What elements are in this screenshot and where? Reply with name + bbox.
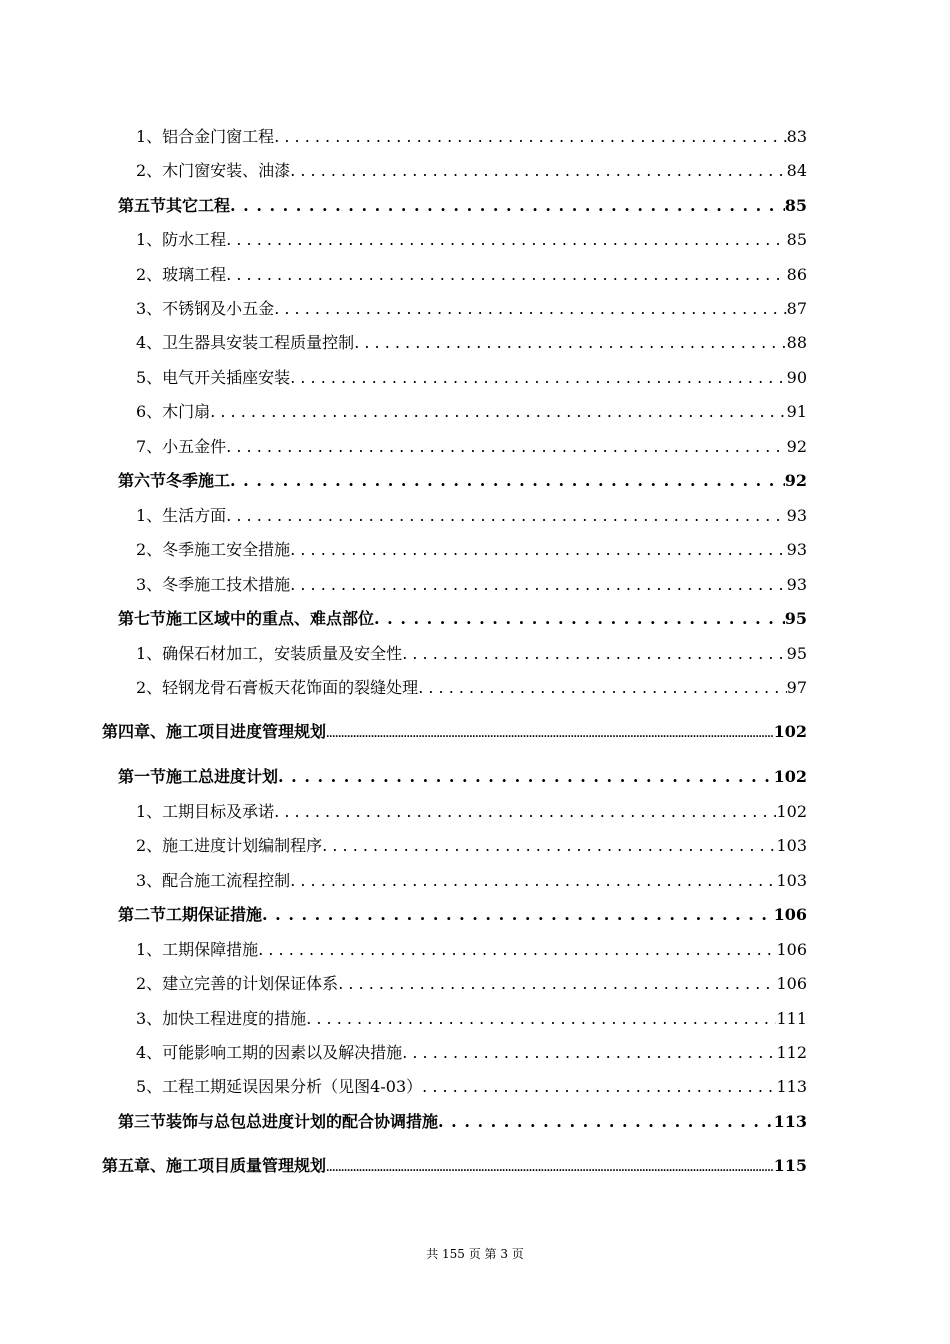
toc-section[interactable] (118, 608, 807, 630)
toc-page-number: 95 (786, 644, 807, 663)
toc-item-label: 4、卫生器具安装工程质量控制 (136, 333, 355, 352)
toc-item-label: 1、生活方面 (136, 506, 227, 525)
leader-dots (438, 1111, 774, 1133)
toc-item[interactable] (136, 1042, 807, 1064)
page-footer: 共 155 页 第 3 页 (426, 1247, 524, 1261)
leader-dots (322, 835, 776, 857)
toc-section[interactable] (118, 470, 807, 492)
toc-page-number: 83 (786, 127, 807, 146)
leader-dots (274, 126, 786, 148)
leader-dots (262, 904, 774, 926)
toc-item[interactable] (136, 367, 807, 389)
toc-item[interactable] (136, 835, 807, 857)
chapter-title: 第四章、施工项目进度管理规划 (102, 722, 327, 741)
toc-section[interactable] (118, 1111, 807, 1133)
leader-dots (230, 195, 785, 217)
leader-dots (402, 643, 786, 665)
leader-dots (258, 939, 776, 961)
toc-page-number: 103 (776, 836, 807, 855)
toc-page-number: 102 (773, 722, 807, 741)
leader-dots (418, 677, 786, 699)
toc-item[interactable] (136, 505, 807, 527)
leader-dots (290, 539, 786, 561)
leader-dots (338, 973, 776, 995)
toc-page-number: 113 (776, 1077, 807, 1096)
leader-dots (290, 160, 786, 182)
section-title: 其它工程 (166, 196, 231, 215)
leader-dots (290, 870, 776, 892)
section-number: 第二节 (118, 905, 167, 924)
toc-item[interactable] (136, 643, 807, 665)
section-title: 施工区域中的重点、难点部位 (166, 609, 375, 628)
toc-page-number: 112 (776, 1043, 807, 1062)
toc-item-label: 2、木门窗安装、油漆 (136, 161, 291, 180)
toc-item-label: 3、配合施工流程控制 (136, 871, 291, 890)
toc-item[interactable] (136, 973, 807, 995)
toc-item-label: 2、建立完善的计划保证体系 (136, 974, 339, 993)
section-title: 冬季施工 (166, 471, 231, 490)
toc-item[interactable] (136, 1076, 807, 1098)
section-title: 工期保证措施 (166, 905, 263, 924)
toc-item[interactable] (136, 574, 807, 596)
toc-page-number: 85 (786, 230, 807, 249)
chapter-title: 第五章、施工项目质量管理规划 (102, 1156, 327, 1175)
toc-item[interactable] (136, 126, 807, 148)
toc-item-label: 5、工程工期延误因果分析（见图4-03） (136, 1077, 423, 1096)
section-title: 装饰与总包总进度计划的配合协调措施 (166, 1112, 439, 1131)
section-title: 施工总进度计划 (166, 767, 279, 786)
toc-item[interactable] (136, 436, 807, 458)
section-number: 第三节 (118, 1112, 167, 1131)
toc-item-label: 2、轻钢龙骨石膏板天花饰面的裂缝处理 (136, 678, 419, 697)
leader-dots (226, 505, 786, 527)
toc-page-number: 113 (773, 1112, 807, 1131)
toc-item[interactable] (136, 870, 807, 892)
toc-page-number: 84 (786, 161, 807, 180)
toc-item-label: 2、施工进度计划编制程序 (136, 836, 323, 855)
toc-item-label: 5、电气开关插座安装 (136, 368, 291, 387)
toc-item-label: 1、铝合金门窗工程 (136, 127, 275, 146)
leader-dots (354, 332, 786, 354)
leader-dots (422, 1076, 776, 1098)
toc-page-number: 93 (786, 575, 807, 594)
toc-page-number: 102 (773, 767, 807, 786)
toc-page-number: 115 (773, 1156, 807, 1175)
toc-item-label: 3、加快工程进度的措施 (136, 1009, 307, 1028)
leader-dots (230, 470, 785, 492)
leader-dots (290, 574, 786, 596)
toc-item[interactable] (136, 939, 807, 961)
toc-item-label: 1、工期保障措施 (136, 940, 259, 959)
toc-chapter[interactable] (102, 721, 807, 746)
toc-item-label: 1、确保石材加工，安装质量及安全性 (136, 644, 403, 663)
toc-item[interactable] (136, 801, 807, 823)
toc-page-number: 85 (784, 196, 807, 215)
toc-page-number: 93 (786, 506, 807, 525)
toc-page-number: 87 (786, 299, 807, 318)
toc-item[interactable] (136, 298, 807, 320)
toc-item-label: 3、不锈钢及小五金 (136, 299, 275, 318)
toc-page-number: 90 (786, 368, 807, 387)
toc-item[interactable] (136, 264, 807, 286)
toc-page-number: 86 (786, 265, 807, 284)
toc-item-label: 7、小五金件 (136, 437, 227, 456)
section-number: 第七节 (118, 609, 167, 628)
toc-page-number: 93 (786, 540, 807, 559)
toc-page-number: 91 (786, 402, 807, 421)
toc-page-number: 95 (784, 609, 807, 628)
leader-dots (226, 229, 786, 251)
leader-dots (226, 436, 786, 458)
section-number: 第五节 (118, 196, 167, 215)
toc-item[interactable] (136, 332, 807, 354)
toc-item[interactable] (136, 1008, 807, 1030)
toc-page-number: 106 (773, 905, 807, 924)
toc-item-label: 1、工期目标及承诺 (136, 802, 275, 821)
toc-item-label: 2、冬季施工安全措施 (136, 540, 291, 559)
toc-page-number: 92 (786, 437, 807, 456)
leader-dots (278, 766, 774, 788)
toc-page-number: 106 (776, 940, 807, 959)
toc-item[interactable] (136, 229, 807, 251)
toc-item[interactable] (136, 677, 807, 699)
section-number: 第六节 (118, 471, 167, 490)
toc-item-label: 3、冬季施工技术措施 (136, 575, 291, 594)
leader-dots (274, 298, 786, 320)
leader-dots (210, 401, 786, 423)
toc-section[interactable] (118, 195, 807, 217)
toc-item[interactable] (136, 539, 807, 561)
leader-dots (290, 367, 786, 389)
toc-page-number: 97 (786, 678, 807, 697)
toc-section[interactable] (118, 766, 807, 788)
toc-item-label: 6、木门扇 (136, 402, 211, 421)
toc-page-number: 103 (776, 871, 807, 890)
leader-dots (306, 1008, 776, 1030)
toc-chapter[interactable] (102, 1155, 807, 1180)
leader-dots (274, 801, 776, 823)
toc-item[interactable] (136, 401, 807, 423)
toc-section[interactable] (118, 904, 807, 926)
toc-page-number: 106 (776, 974, 807, 993)
toc-page-number: 92 (784, 471, 807, 490)
toc-page-number: 111 (776, 1009, 807, 1028)
leader-dots (374, 608, 785, 630)
leader-dots (326, 721, 774, 746)
toc-item[interactable] (136, 160, 807, 182)
toc-item-label: 4、可能影响工期的因素以及解决措施 (136, 1043, 403, 1062)
leader-dots (226, 264, 786, 286)
toc-item-label: 1、防水工程 (136, 230, 227, 249)
section-number: 第一节 (118, 767, 167, 786)
toc-page-number: 102 (776, 802, 807, 821)
toc-item-label: 2、玻璃工程 (136, 265, 227, 284)
toc-page-number: 88 (786, 333, 807, 352)
leader-dots (326, 1155, 774, 1180)
leader-dots (402, 1042, 776, 1064)
